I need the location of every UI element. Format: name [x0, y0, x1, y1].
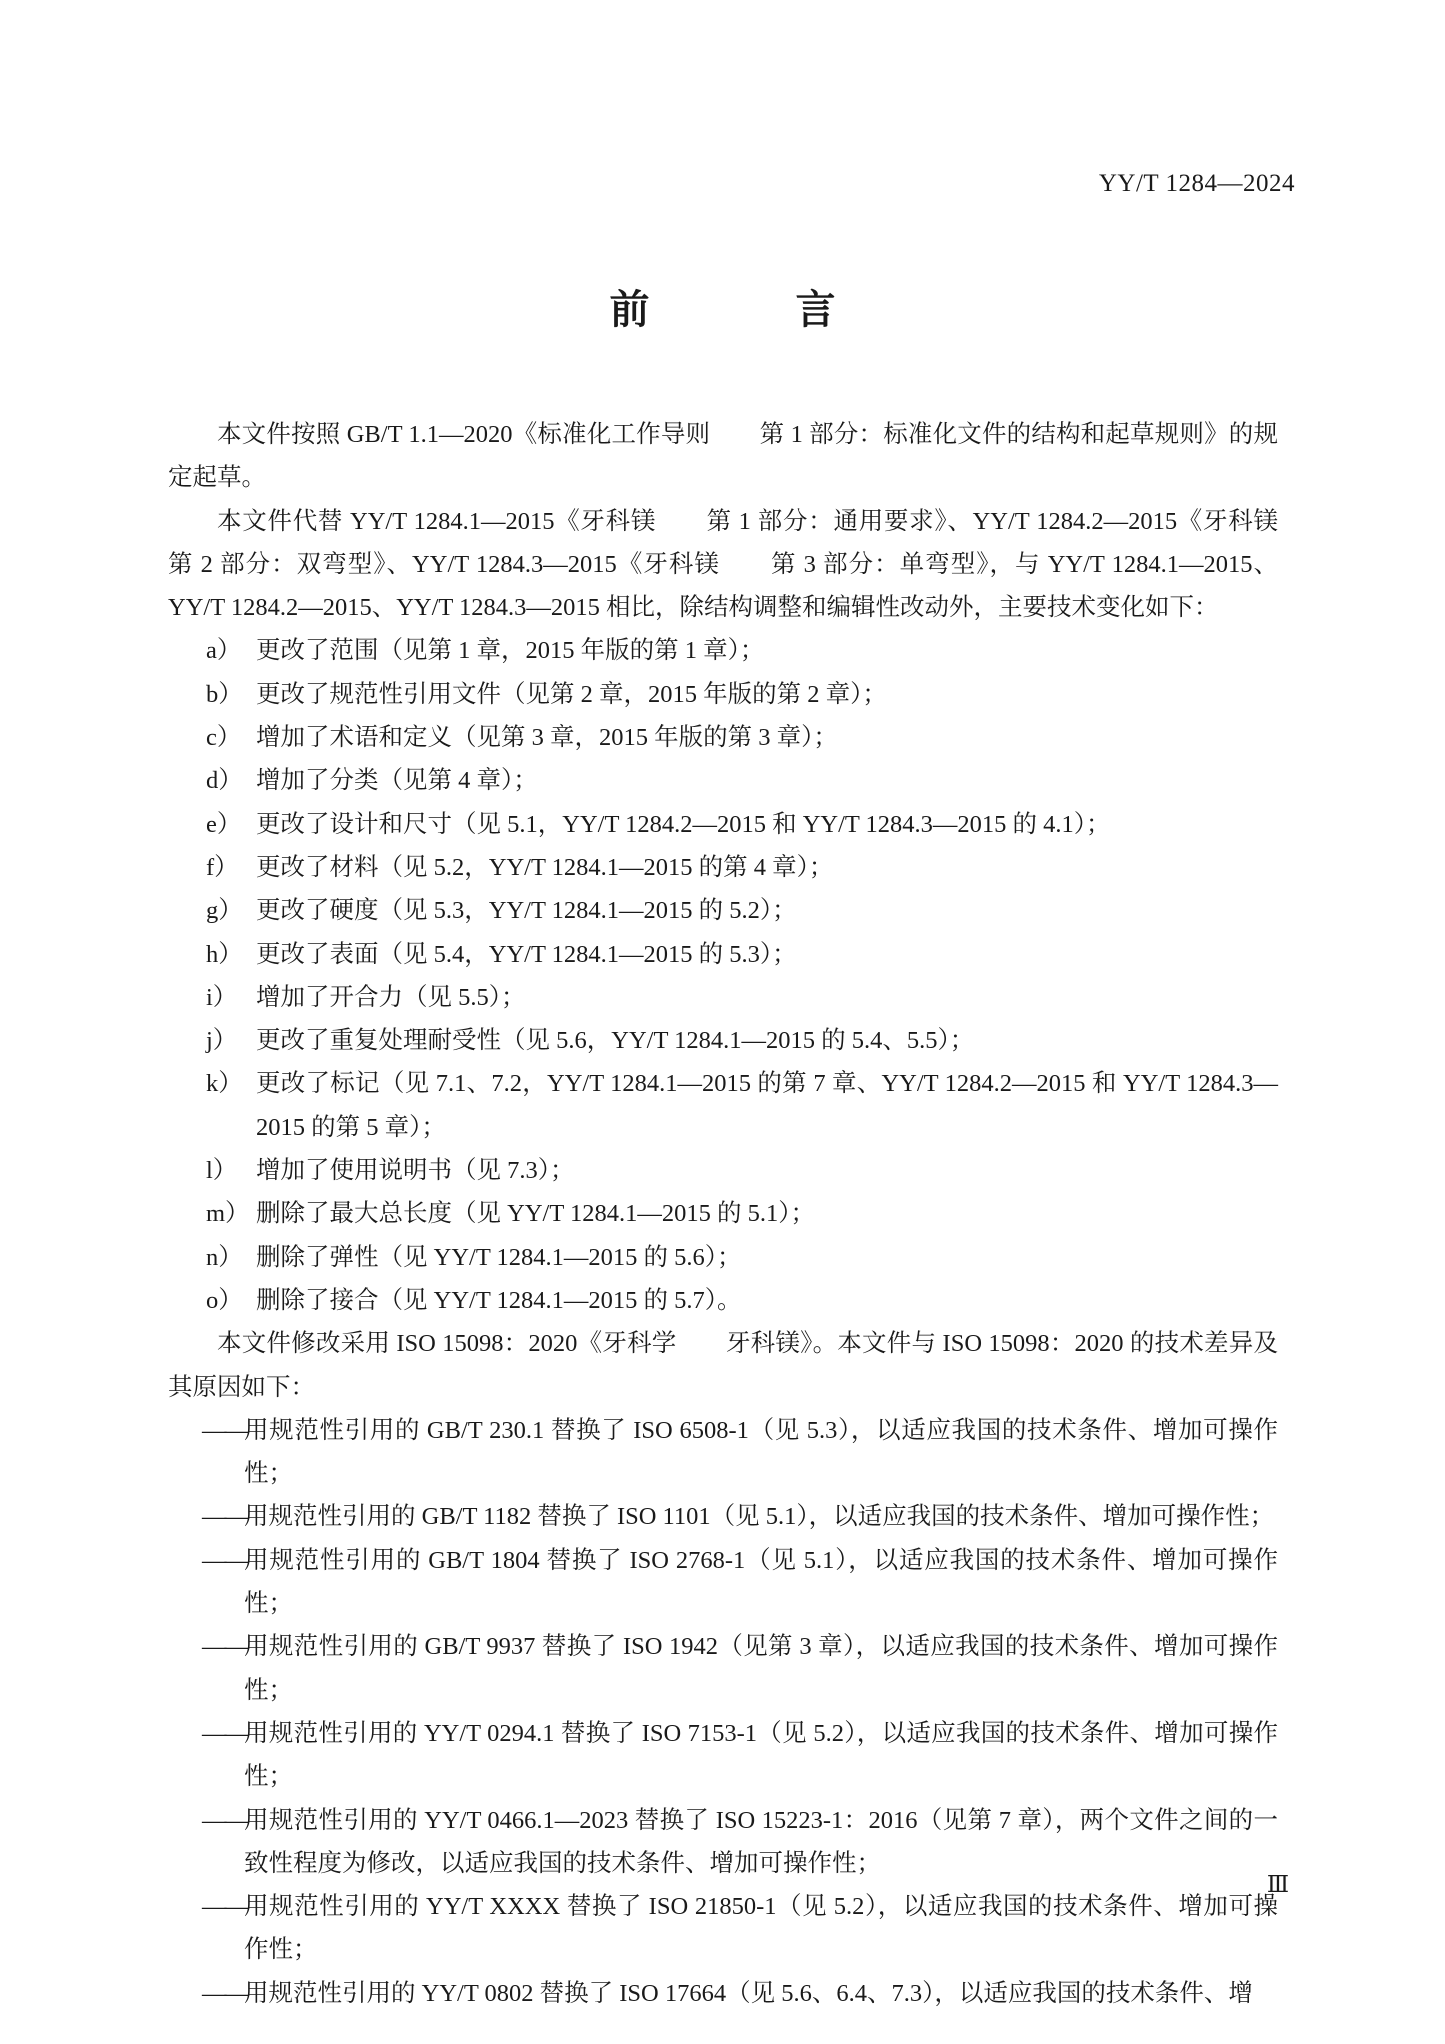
paragraph-scope-basis: 本文件按照 GB/T 1.1—2020《标准化工作导则 第 1 部分：标准化文件的结构和起草规则》的规定起草。 [168, 421, 1278, 492]
list-item [168, 716, 1278, 759]
paragraph-replaces: 本文件代替 YY/T 1284.1—2015《牙科镁 第 1 部分：通用要求》、YY/T 1284.2—2015《牙科镁 第 2 部分：双弯型》、YY/T 1284.3—2015《牙科镁 第 3 部分：单弯型》，与 YY/T 1284.1—2015、YY/T 1284.2—2015、YY/T 1284.3—2015 相比，除结构调整和编辑性改动外，主要技术变化如下： [168, 507, 1303, 622]
em-dash-marker: —— [202, 1416, 248, 1444]
list-marker: k） [206, 1070, 243, 1098]
list-item [168, 673, 1278, 716]
list-marker: l） [206, 1157, 238, 1185]
list-item-text: 更改了范围（见第 1 章，2015 年版的第 1 章）； [256, 637, 765, 665]
list-marker: n） [206, 1243, 243, 1271]
list-item [168, 1192, 1278, 1235]
list-item-text: 更改了表面（见 5.4，YY/T 1284.1—2015 的 5.3）； [256, 940, 797, 968]
list-item [168, 629, 1278, 672]
list-item [168, 1972, 1278, 2015]
list-item [168, 1019, 1278, 1062]
list-item-text: 用规范性引用的 GB/T 9937 替换了 ISO 1942（见第 3 章），以适应我国的技术条件、增加可操作性； [244, 1633, 1278, 1704]
paragraph-iso-adoption: 本文件修改采用 ISO 15098：2020《牙科学 牙科镁》。本文件与 ISO 15098：2020 的技术差异及其原因如下： [168, 1330, 1278, 1401]
list-marker: d） [206, 767, 243, 795]
list-item-text: 增加了使用说明书（见 7.3）； [256, 1157, 575, 1185]
technical-changes-list [168, 629, 1278, 1322]
em-dash-marker: —— [202, 1893, 248, 1921]
list-item [168, 1885, 1278, 1972]
list-item [168, 933, 1278, 976]
list-item-text: 删除了接合（见 YY/T 1284.1—2015 的 5.7）。 [256, 1286, 742, 1314]
list-item-text: 用规范性引用的 YY/T XXXX 替换了 ISO 21850-1（见 5.2），以适应我国的技术条件、增加可操作性； [244, 1893, 1278, 1964]
list-item-text: 更改了规范性引用文件（见第 2 章，2015 年版的第 2 章）； [256, 680, 887, 708]
list-item-text: 更改了标记（见 7.1、7.2，YY/T 1284.1—2015 的第 7 章、YY/T 1284.2—2015 和 YY/T 1284.3—2015 的第 5 章）； [256, 1070, 1278, 1141]
list-item [168, 1409, 1278, 1496]
list-item-text: 增加了开合力（见 5.5）； [256, 983, 526, 1011]
em-dash-marker: —— [202, 1979, 248, 2007]
page-number: Ⅲ [1266, 1872, 1289, 1897]
list-item [168, 1236, 1278, 1279]
list-item-text: 更改了硬度（见 5.3，YY/T 1284.1—2015 的 5.2）； [256, 897, 797, 925]
list-item [168, 1495, 1278, 1538]
list-item-text: 用规范性引用的 GB/T 1182 替换了 ISO 1101（见 5.1），以适应我国的技术条件、增加可操作性； [244, 1503, 1275, 1531]
list-marker: f） [206, 853, 239, 881]
em-dash-marker: —— [202, 1719, 248, 1747]
list-marker: a） [206, 637, 242, 665]
list-item [168, 889, 1278, 932]
list-item [168, 1149, 1278, 1192]
list-item-text: 更改了材料（见 5.2，YY/T 1284.1—2015 的第 4 章）； [256, 853, 834, 881]
header-standard-code: YY/T 1284—2024 [1098, 170, 1295, 197]
list-marker: g） [206, 897, 243, 925]
list-marker: b） [206, 680, 243, 708]
list-marker: m） [206, 1200, 250, 1228]
list-item-text: 增加了术语和定义（见第 3 章，2015 年版的第 3 章）； [256, 724, 838, 752]
em-dash-marker: —— [202, 1806, 248, 1834]
list-item-text: 用规范性引用的 GB/T 230.1 替换了 ISO 6508-1（见 5.3），以适应我国的技术条件、增加可操作性； [244, 1416, 1278, 1488]
page-title: 前 言 [609, 287, 858, 333]
technical-differences-list [168, 1409, 1278, 2015]
document-body [168, 413, 1303, 2015]
em-dash-marker: —— [202, 1546, 248, 1574]
list-item [168, 1625, 1278, 1712]
em-dash-marker: —— [202, 1633, 248, 1661]
list-item [168, 976, 1278, 1019]
list-item-text: 用规范性引用的 YY/T 0294.1 替换了 ISO 7153-1（见 5.2），以适应我国的技术条件、增加可操作性； [244, 1719, 1278, 1791]
list-item-text: 更改了重复处理耐受性（见 5.6，YY/T 1284.1—2015 的 5.4、5.5）； [256, 1027, 975, 1055]
list-marker: e） [206, 810, 242, 838]
list-item [168, 759, 1278, 802]
list-item-text: 删除了弹性（见 YY/T 1284.1—2015 的 5.6）； [256, 1243, 742, 1271]
list-item [168, 1712, 1278, 1799]
list-item [168, 846, 1278, 889]
list-item [168, 1279, 1278, 1322]
list-item-text: 删除了最大总长度（见 YY/T 1284.1—2015 的 5.1）； [256, 1200, 815, 1228]
list-item-text: 用规范性引用的 YY/T 0802 替换了 ISO 17664（见 5.6、6.4、7.3），以适应我国的技术条件、增 [244, 1979, 1253, 2007]
list-item [168, 1539, 1278, 1626]
list-marker: i） [206, 983, 238, 1011]
list-item [168, 1062, 1278, 1149]
list-marker: c） [206, 724, 242, 752]
em-dash-marker: —— [202, 1503, 248, 1531]
running-header [0, 170, 1295, 198]
list-item [168, 803, 1278, 846]
list-item-text: 用规范性引用的 YY/T 0466.1—2023 替换了 ISO 15223-1：2016（见第 7 章），两个文件之间的一致性程度为修改，以适应我国的技术条件、增加可操作性； [244, 1806, 1278, 1877]
list-item-text: 更改了设计和尺寸（见 5.1，YY/T 1284.2—2015 和 YY/T 1284.3—2015 的 4.1）； [256, 810, 1111, 838]
list-marker: j） [206, 1027, 238, 1055]
list-marker: h） [206, 940, 243, 968]
list-item-text: 增加了分类（见第 4 章）； [256, 767, 538, 795]
list-marker: o） [206, 1286, 243, 1314]
list-item-text: 用规范性引用的 GB/T 1804 替换了 ISO 2768-1（见 5.1），以适应我国的技术条件、增加可操作性； [244, 1546, 1278, 1618]
